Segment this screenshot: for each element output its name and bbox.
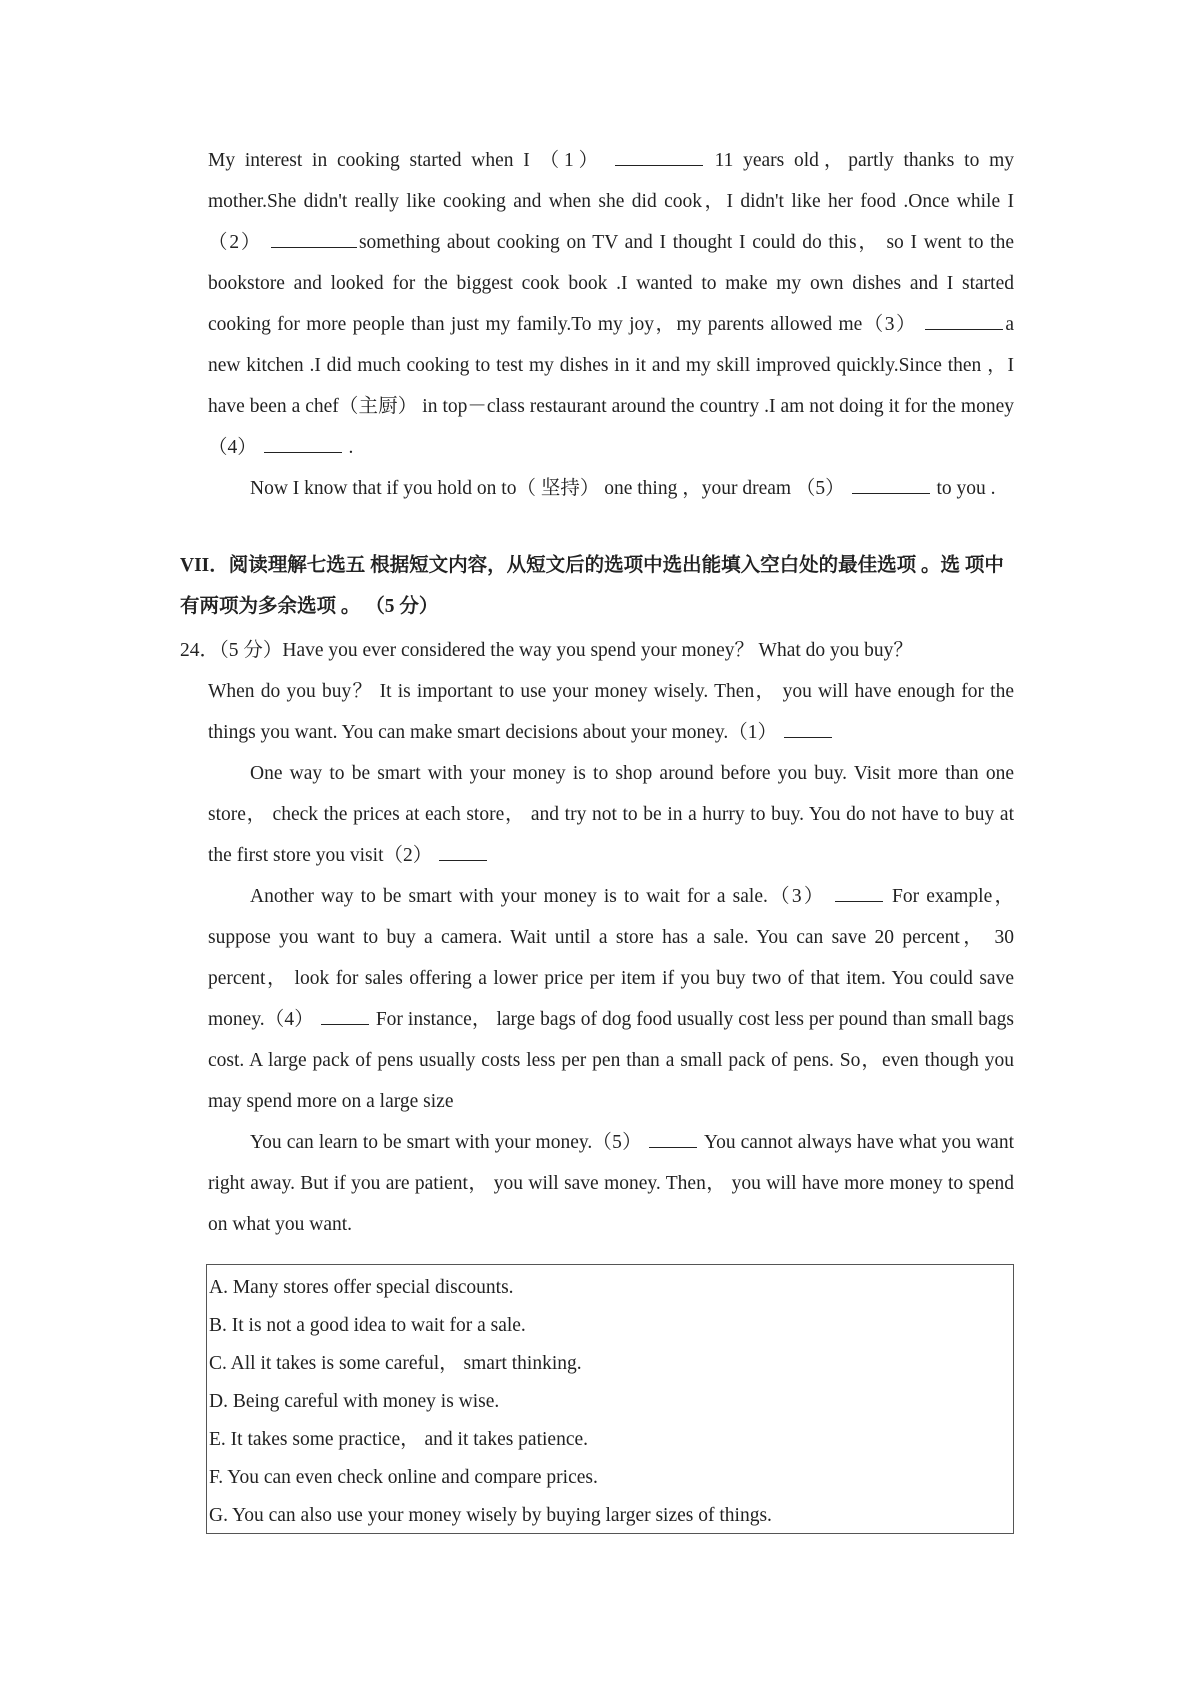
- text: a new kitchen .I did much cooking to test my dishes in it and my skill improved quickly.Since then ，I have been a chef（主厨） in top－class restaurant around the country .I am not doing it for the money（4）: [208, 314, 1014, 458]
- text: Another way to be smart with your money is to wait for a sale.（3）: [250, 886, 826, 907]
- q24-paragraph-1: [208, 671, 1014, 753]
- text: .: [348, 437, 354, 458]
- option-f: F. You can even check online and compare prices.: [209, 1467, 598, 1488]
- option-e: E. It takes some practice， and it takes patience.: [209, 1429, 589, 1450]
- text: Now I know that if you hold on to（ 坚持） one thing ，your dream （5）: [250, 478, 845, 499]
- answer-blank-3: [835, 883, 883, 902]
- question-24-first-line: 24．（5 分）Have you ever considered the way you spend your money？ What do you buy？: [180, 640, 913, 661]
- answer-blank-5: [649, 1129, 697, 1148]
- cloze-paragraph-1: [208, 140, 1014, 468]
- text: You cannot always have what you want right away. But if you are patient， you will save money. Then， you will have more money to spend on what you want.: [208, 1132, 1015, 1235]
- options-box: [206, 1264, 1014, 1534]
- text: 11 years old，partly thanks to my mother.She didn't really like cooking and when she did cook，I didn't like her food .Once while I（2）: [208, 150, 1015, 253]
- answer-blank-5: [852, 475, 930, 494]
- answer-blank-4: [321, 1006, 369, 1025]
- q24-paragraph-2: [208, 753, 1014, 876]
- answer-blank-1: [615, 147, 703, 166]
- text: For example，suppose you want to buy a camera. Wait until a store has a sale. You can save 20 percent， 30 percent， look for sales offering a lower price per item if you buy two of that item. You could save money.（4）: [208, 886, 1015, 1030]
- text: For instance， large bags of dog food usually cost less per pound than small bags cost. A large pack of pens usually costs less per pen than a small pack of pens. So，even though you may spend more on a large size: [208, 1009, 1015, 1112]
- section-heading: VII．阅读理解七选五 根据短文内容，从短文后的选项中选出能填入空白处的最佳选项 。选 项中有两项为多余选项 。 （5 分）: [180, 555, 1004, 617]
- question-24-passage: [208, 671, 1014, 1245]
- q24-paragraph-4: [208, 1122, 1014, 1245]
- text: something about cooking on TV and I thought I could do this， so I went to the bookstore and looked for the biggest cook book .I wanted to make my own dishes and I started cooking for more people than just my family.To my joy，my parents allowed me（3）: [208, 232, 1014, 335]
- option-b: B. It is not a good idea to wait for a sale.: [209, 1315, 526, 1336]
- text: When do you buy？ It is important to use your money wisely. Then， you will have enough for the things you want. You can make smart decisions about your money.（1）: [208, 681, 1014, 743]
- answer-blank-1: [784, 719, 832, 738]
- text: You can learn to be smart with your money.（5）: [250, 1132, 642, 1153]
- text: to you .: [936, 478, 996, 499]
- option-d: D. Being careful with money is wise.: [209, 1391, 500, 1412]
- question-24-intro: [180, 630, 1014, 671]
- option-g: G. You can also use your money wisely by buying larger sizes of things.: [209, 1505, 772, 1526]
- text: One way to be smart with your money is to shop around before you buy. Visit more than one store， check the prices at each store， and try not to be in a hurry to buy. You do not have to buy at the first store you visit（2）: [208, 763, 1014, 866]
- option-c: C. All it takes is some careful， smart thinking.: [209, 1353, 582, 1374]
- q24-paragraph-3: [208, 876, 1014, 1122]
- cloze-passage: [208, 140, 1014, 509]
- option-a: A. Many stores offer special discounts.: [209, 1277, 514, 1298]
- answer-blank-3: [925, 311, 1003, 330]
- cloze-paragraph-2: [208, 468, 1014, 509]
- answer-blank-2: [439, 842, 487, 861]
- text: My interest in cooking started when I （1）: [208, 150, 603, 171]
- answer-blank-2: [271, 229, 357, 248]
- answer-blank-4: [264, 434, 342, 453]
